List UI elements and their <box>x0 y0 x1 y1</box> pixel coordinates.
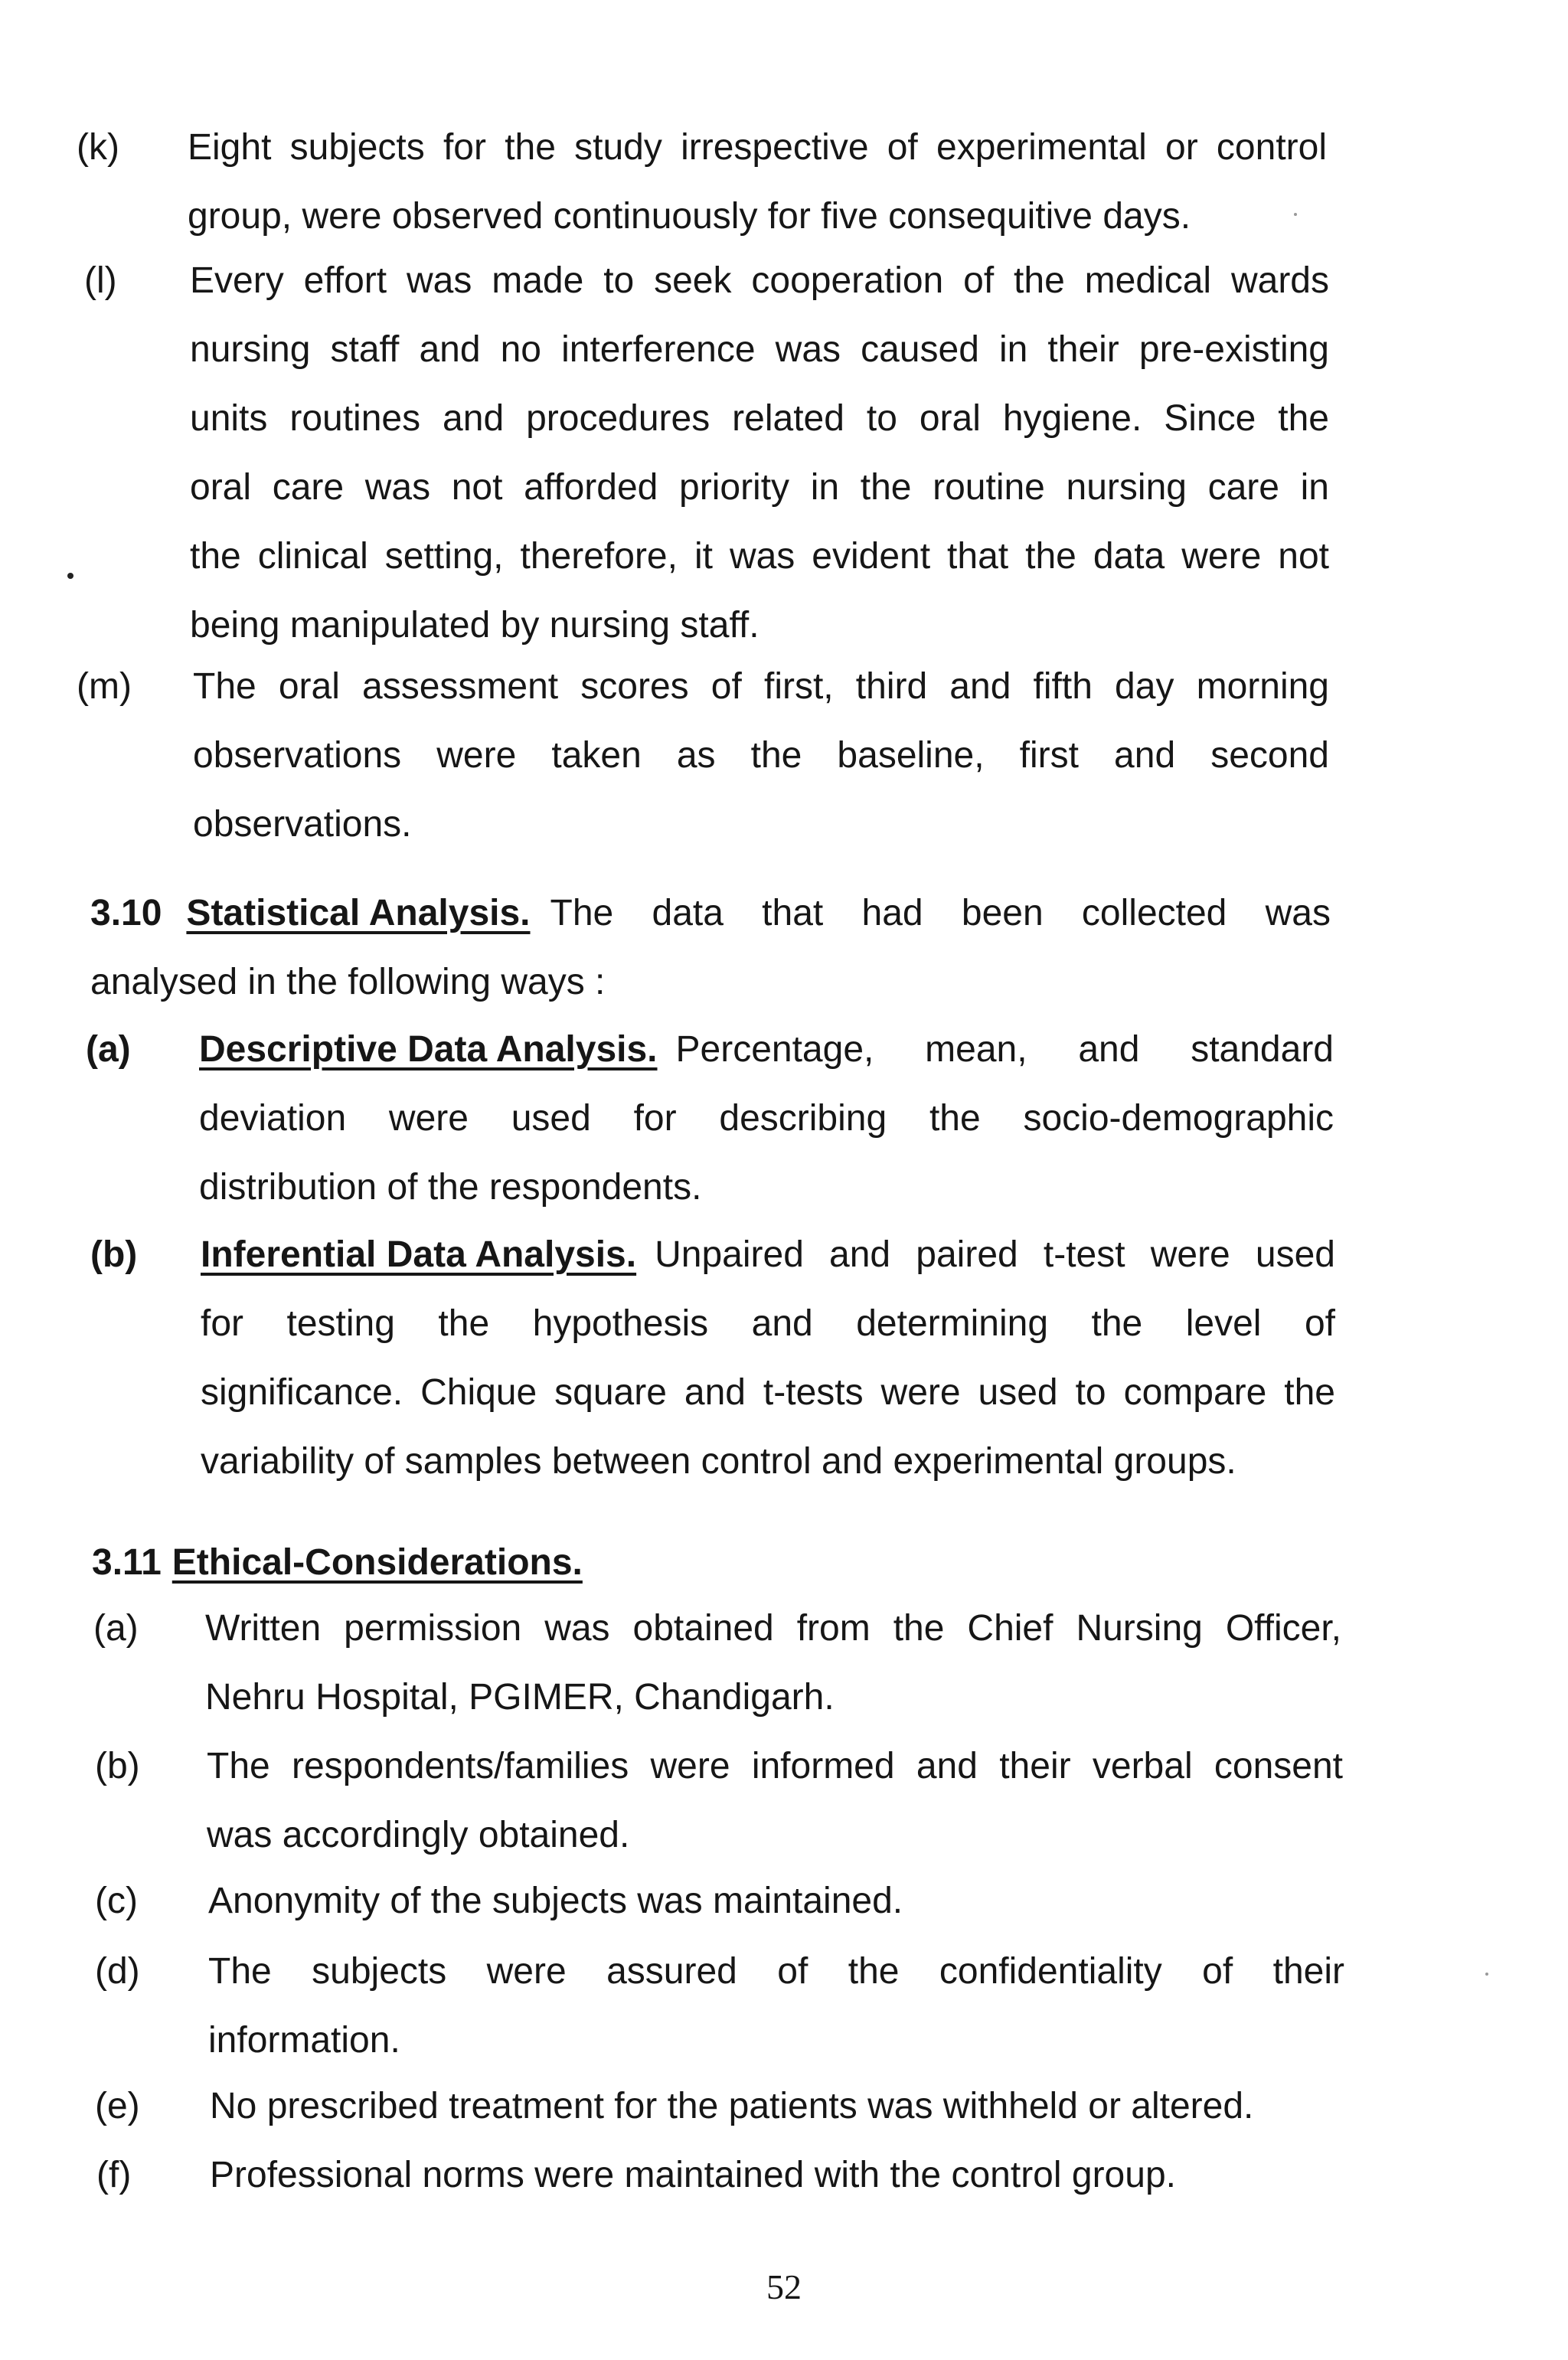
text-line: The respondents/families were informed and their verbal consent <box>207 1746 1343 1786</box>
list-item-text <box>207 1732 1343 1870</box>
list-marker: (c) <box>95 1881 138 1921</box>
list-item-text <box>208 1867 1344 1936</box>
section-intro: The data that had been collected was <box>550 893 1331 933</box>
text-line: No prescribed treatment for the patients was withheld or altered. <box>210 2086 1254 2126</box>
text-line <box>199 1015 1334 1084</box>
text-line <box>201 1221 1335 1290</box>
scan-speck <box>67 573 74 579</box>
section-number: 3.10 <box>90 893 162 933</box>
text-line: The subjects were assured of the confidentiality of their <box>208 1951 1344 1992</box>
scan-speck <box>1485 1973 1488 1976</box>
list-item-text <box>190 247 1329 660</box>
text-line: variability of samples between control and experimental groups. <box>201 1441 1236 1482</box>
text-line: observations. <box>193 804 412 845</box>
section-3-11-heading <box>92 1528 583 1597</box>
list-marker: (b) <box>90 1234 138 1275</box>
page-number: 52 <box>766 2267 802 2306</box>
text-line: Professional norms were maintained with the control group. <box>210 2155 1176 2195</box>
list-marker: (b) <box>95 1746 140 1786</box>
list-marker: (k) <box>77 127 119 168</box>
section-intro-line: analysed in the following ways : <box>90 962 606 1002</box>
section-title: Ethical-Considerations. <box>172 1542 583 1583</box>
section-title: Statistical Analysis. <box>186 893 531 933</box>
section-heading-line <box>90 879 1331 948</box>
list-item-text <box>205 1594 1341 1732</box>
text-line: the clinical setting, therefore, it was evident that the data were not <box>190 536 1329 577</box>
text-line: oral care was not afforded priority in the routine nursing care in <box>190 467 1329 508</box>
text-line: Anonymity of the subjects was maintained. <box>208 1881 903 1921</box>
text-line: Written permission was obtained from the Chief Nursing Officer, <box>205 1608 1341 1649</box>
list-marker: (f) <box>96 2155 132 2195</box>
subsection-title: Inferential Data Analysis. <box>201 1234 637 1275</box>
text-line: group, were observed continuously for five consequitive days. <box>188 196 1191 237</box>
text-line: being manipulated by nursing staff. <box>190 605 760 646</box>
text-line: significance. Chique square and t-tests were used to compare the <box>201 1372 1335 1413</box>
text-line: units routines and procedures related to oral hygiene. Since the <box>190 398 1329 439</box>
text-line: The oral assessment scores of first, third and fifth day morning <box>193 666 1329 707</box>
list-marker: (m) <box>77 666 132 707</box>
list-item-text <box>188 113 1327 251</box>
subsection-title: Descriptive Data Analysis. <box>199 1029 658 1070</box>
list-marker: (a) <box>93 1608 139 1649</box>
list-marker: (d) <box>95 1951 140 1992</box>
list-item-text <box>210 2072 1346 2141</box>
list-item-text <box>201 1221 1335 1496</box>
text-line: deviation were used for describing the socio-demographic <box>199 1098 1334 1139</box>
subsection-text: Percentage, mean, and standard <box>675 1029 1334 1070</box>
scan-speck <box>1294 213 1297 216</box>
text-line: for testing the hypothesis and determining the level of <box>201 1303 1335 1344</box>
text-line: distribution of the respondents. <box>199 1167 702 1208</box>
text-line: observations were taken as the baseline, first and second <box>193 735 1329 776</box>
list-marker: (a) <box>86 1029 131 1070</box>
text-line: nursing staff and no interference was caused in their pre-existing <box>190 329 1329 370</box>
list-item-text <box>208 1937 1344 2075</box>
subsection-text: Unpaired and paired t-test were used <box>655 1234 1335 1275</box>
list-marker: (l) <box>84 260 117 301</box>
list-item-text <box>199 1015 1334 1222</box>
list-item-text <box>193 652 1329 859</box>
text-line: was accordingly obtained. <box>207 1815 630 1855</box>
list-marker: (e) <box>95 2086 140 2126</box>
list-item-text <box>210 2141 1346 2210</box>
section-number: 3.11 <box>92 1542 162 1583</box>
text-line: Nehru Hospital, PGIMER, Chandigarh. <box>205 1677 835 1718</box>
text-line: Eight subjects for the study irrespective of experimental or control <box>188 127 1327 168</box>
text-line: Every effort was made to seek cooperation of the medical wards <box>190 260 1329 301</box>
text-line: information. <box>208 2020 400 2061</box>
